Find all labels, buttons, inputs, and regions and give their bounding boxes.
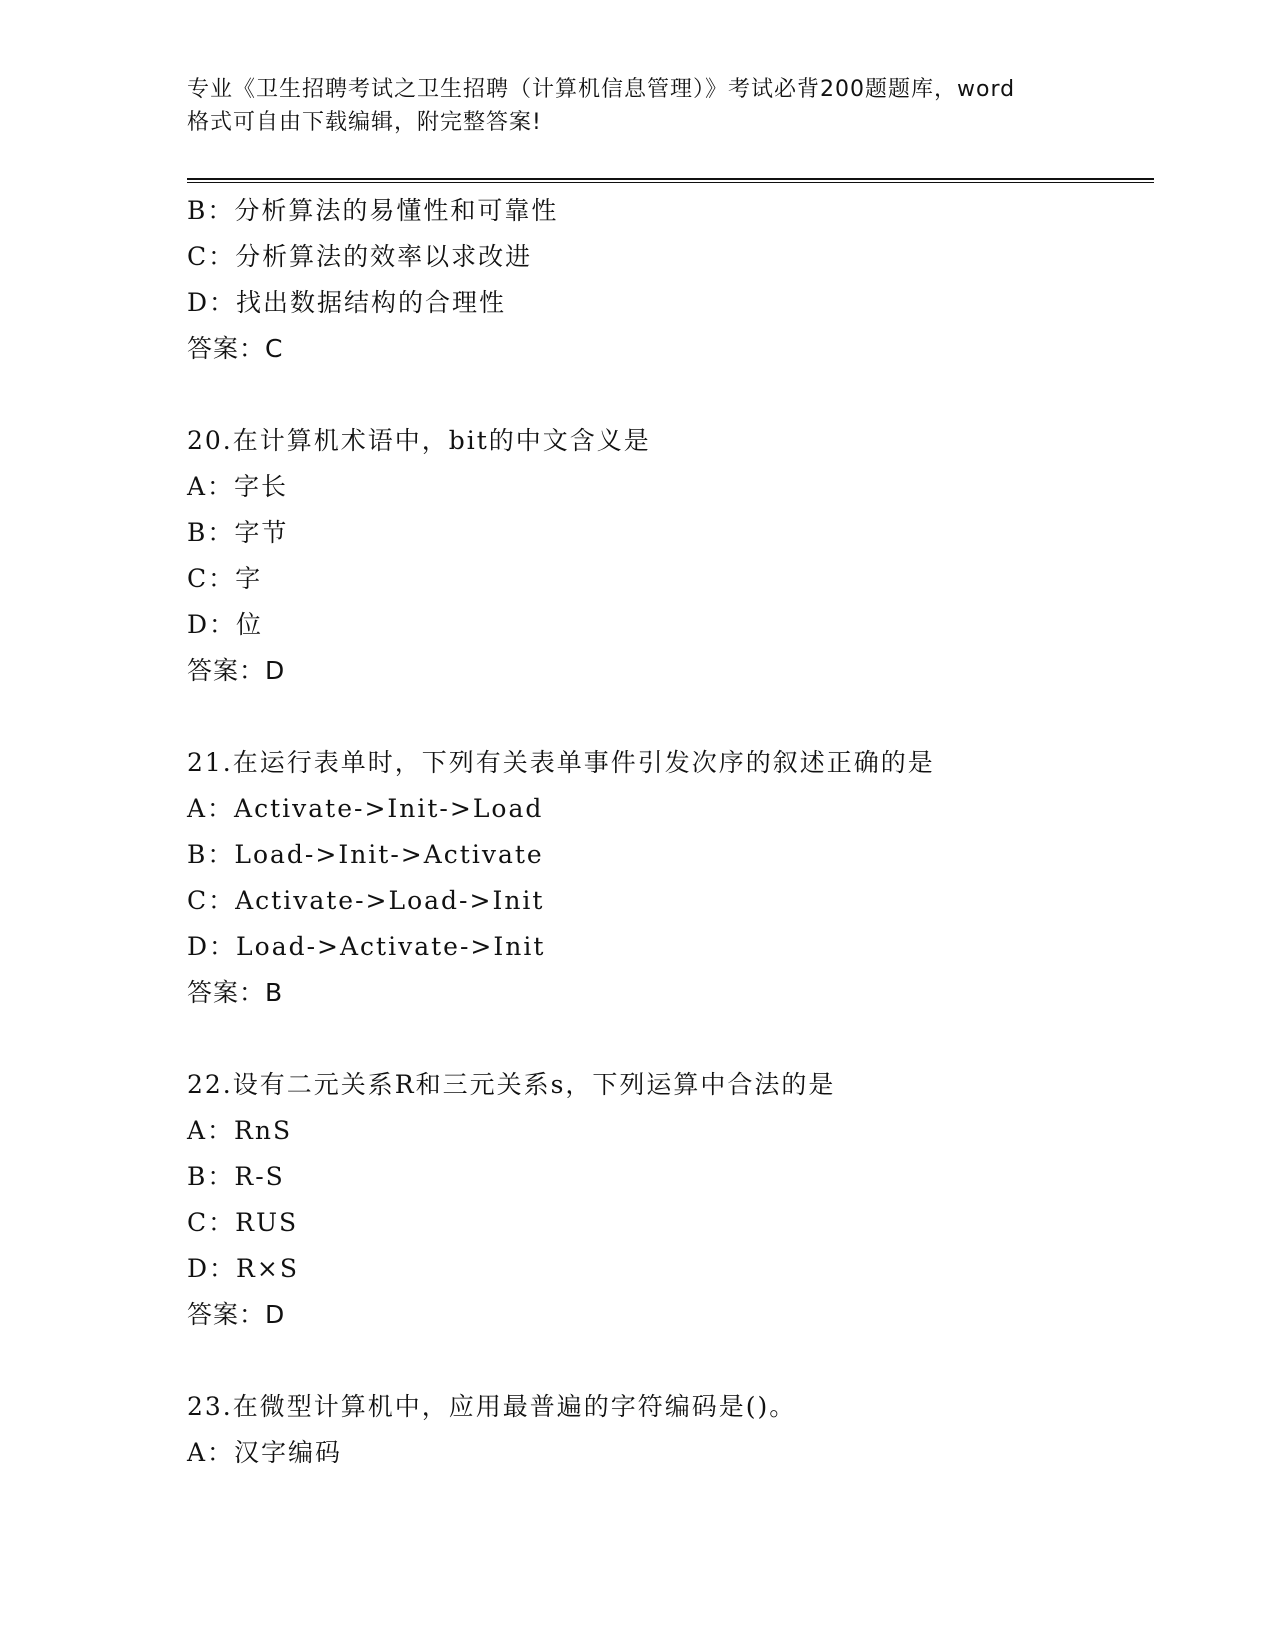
option-c: C：RUS	[187, 1208, 299, 1237]
option-b: B：R-S	[187, 1162, 285, 1191]
option-c: C：字	[187, 564, 263, 593]
header-divider-thick	[187, 178, 1154, 180]
question-block-19	[187, 188, 1154, 372]
answer-line: 答案：B	[187, 978, 284, 1007]
option-a: A：Activate->Init->Load	[187, 794, 544, 823]
document-header	[187, 73, 1087, 139]
header-divider-thin	[187, 182, 1154, 183]
question-block-20	[187, 418, 1154, 694]
block-spacer	[187, 1338, 1154, 1384]
block-spacer	[187, 1016, 1154, 1062]
answer-line: 答案：D	[187, 1300, 286, 1329]
option-b: B：Load->Init->Activate	[187, 840, 544, 869]
question-text: 20.在计算机术语中，bit的中文含义是	[187, 426, 651, 455]
question-text: 21.在运行表单时，下列有关表单事件引发次序的叙述正确的是	[187, 748, 935, 777]
option-c: C：分析算法的效率以求改进	[187, 242, 533, 271]
question-text: 22.设有二元关系R和三元关系s，下列运算中合法的是	[187, 1070, 836, 1099]
option-d: D：找出数据结构的合理性	[187, 288, 507, 317]
option-d: D：R×S	[187, 1254, 299, 1283]
option-b: B：字节	[187, 518, 289, 547]
option-c: C：Activate->Load->Init	[187, 886, 545, 915]
option-b: B：分析算法的易懂性和可靠性	[187, 196, 559, 225]
question-block-21	[187, 740, 1154, 1016]
header-title-line-1: 专业《卫生招聘考试之卫生招聘（计算机信息管理）》考试必背200题题库，word	[187, 77, 1016, 102]
question-block-22	[187, 1062, 1154, 1338]
answer-line: 答案：D	[187, 656, 286, 685]
option-a: A：RnS	[187, 1116, 293, 1145]
option-d: D：位	[187, 610, 264, 639]
option-a: A：汉字编码	[187, 1438, 343, 1467]
block-spacer	[187, 694, 1154, 740]
block-spacer	[187, 372, 1154, 418]
question-block-23	[187, 1384, 1154, 1476]
question-list	[187, 188, 1154, 1476]
answer-line: 答案：C	[187, 334, 284, 363]
header-title-line-2: 格式可自由下载编辑，附完整答案!	[187, 110, 542, 135]
option-a: A：字长	[187, 472, 289, 501]
question-text: 23.在微型计算机中，应用最普遍的字符编码是()。	[187, 1392, 797, 1421]
option-d: D：Load->Activate->Init	[187, 932, 546, 961]
